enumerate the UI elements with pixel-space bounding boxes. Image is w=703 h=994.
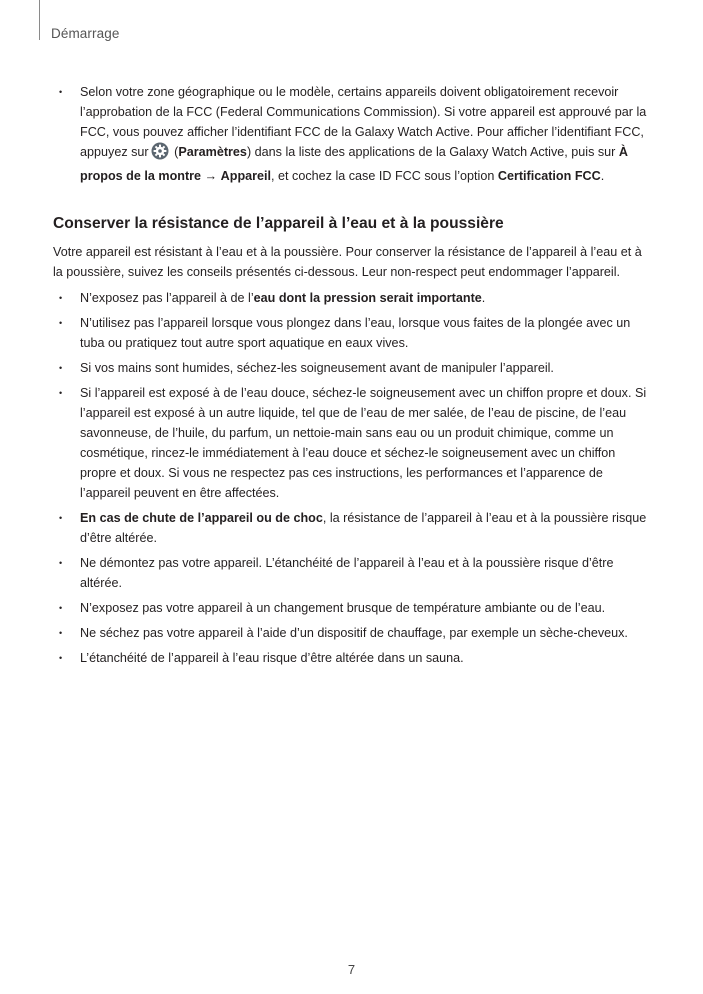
b5-post: , la résistance de l’appareil à l’eau et à la poussière risque d’être altérée. (80, 511, 647, 545)
list-item: • N’utilisez pas l’appareil lorsque vous plongez dans l’eau, lorsque vous faites de la plongée avec un tuba ou pratiquez tout autre sport aquatique en eaux vives. (53, 313, 653, 353)
fcc-text-3: ) dans la liste des applications de la Galaxy Watch Active, puis sur (246, 145, 619, 159)
arrow-separator: → (201, 169, 221, 183)
chapter-title: Démarrage (51, 26, 120, 41)
b5-bold: En cas de chute de l’appareil ou de choc (80, 511, 323, 525)
settings-gear-icon (151, 142, 169, 166)
list-item: • Ne démontez pas votre appareil. L’étanchéité de l’appareil à l’eau et à la poussière risque d’être altérée. (53, 553, 653, 593)
fcc-certification-label: Certification FCC (497, 169, 601, 183)
intro-list (53, 82, 653, 186)
fcc-text-5: . (600, 169, 605, 183)
settings-label: Paramètres (178, 145, 247, 159)
fcc-text-1: Selon votre zone géographique ou le modèle, certains appareils doivent obligatoirement recevoir l’approbation de la FCC (Federal Communications Commission). Si votre appareil est approuvé par la FCC, vous pouvez afficher l’identifiant FCC de la Galaxy Watch Active. Pour afficher l’identifiant FCC, appuyez sur (80, 85, 647, 159)
list-item (53, 288, 653, 308)
section-intro: Votre appareil est résistant à l’eau et à la poussière. Pour conserver la résistance de l’appareil à l’eau et à la poussière, suivez les conseils présentés ci-dessous. Leur non-respect peut endommager l’appareil. (53, 245, 642, 279)
b1-post: . (481, 291, 486, 305)
list-item: • L’étanchéité de l’appareil à l’eau risque d’être altérée dans un sauna. (53, 648, 653, 668)
page-content (53, 82, 653, 673)
fcc-text-4: , et cochez la case ID FCC sous l’option (271, 169, 498, 183)
device-label: Appareil (220, 169, 272, 183)
list-item: • N’exposez pas votre appareil à un changement brusque de température ambiante ou de l’eau. (53, 598, 653, 618)
water-resistance-list (53, 288, 653, 668)
page-number: 7 (347, 962, 356, 977)
list-item: • Si vos mains sont humides, séchez-les soigneusement avant de manipuler l’appareil. (53, 358, 653, 378)
section-title: Conserver la résistance de l’appareil à l’eau et à la poussière (53, 215, 504, 232)
b1-pre: N’exposez pas l’appareil à de l’ (80, 291, 254, 305)
b1-bold: eau dont la pression serait importante (253, 291, 482, 305)
list-item: • Si l’appareil est exposé à de l’eau douce, séchez-le soigneusement avec un chiffon propre et doux. Si l’appareil est exposé à un autre liquide, tel que de l’eau de mer salée, de l’eau de piscine, de l’eau savonneuse, de l’huile, du parfum, un nettoie-main sans eau ou un produit chimique, comme un cosmétique, rincez-le immédiatement à l’eau douce et séchez-le soigneusement avec un chiffon propre et doux. Si vous ne respectez pas ces instructions, les performances et l’apparence de l’appareil peuvent en être affectées. (53, 383, 653, 503)
about-watch-label: À propos de la montre (80, 145, 628, 183)
fcc-bullet (53, 82, 653, 186)
header-rule (39, 0, 40, 40)
list-item (53, 508, 653, 548)
fcc-text-2: ( (170, 145, 179, 159)
list-item: • Ne séchez pas votre appareil à l’aide d’un dispositif de chauffage, par exemple un sèche-cheveux. (53, 623, 653, 643)
